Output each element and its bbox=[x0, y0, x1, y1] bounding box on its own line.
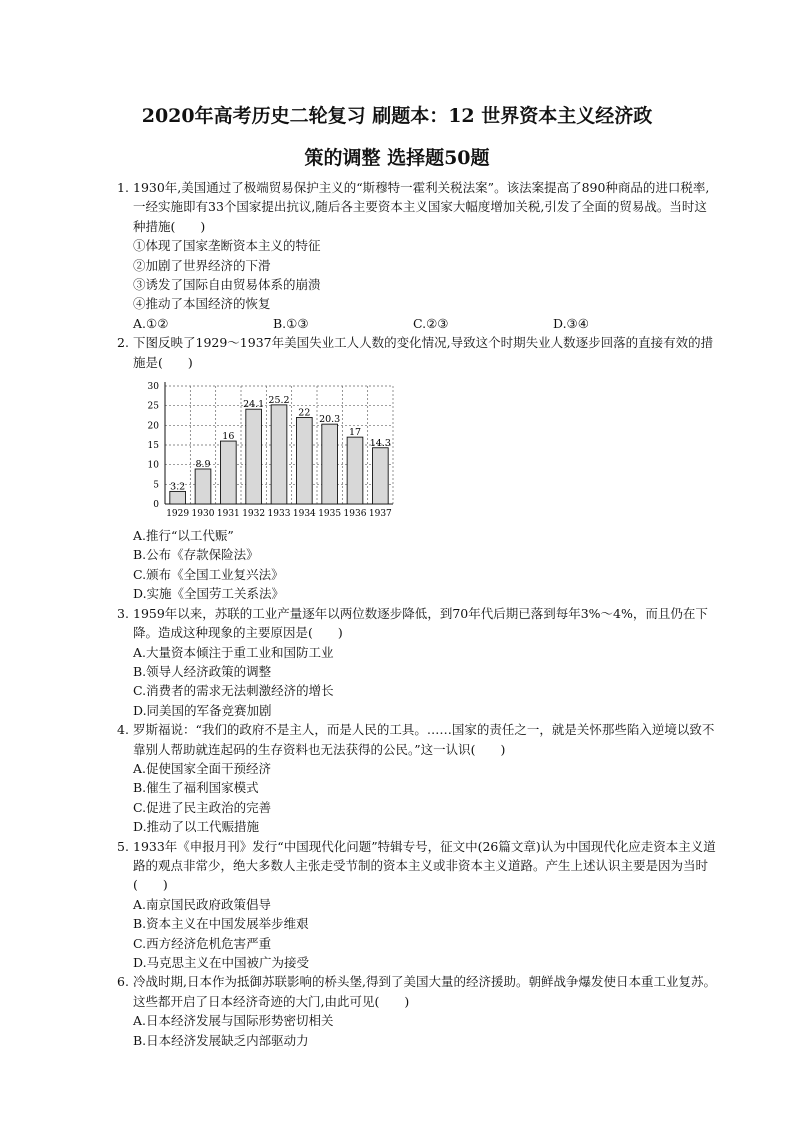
question-stem: 1930年,美国通过了极端贸易保护主义的“斯穆特一霍利关税法案”。该法案提高了890种商品的进口税率,一经实施即有33个国家提出抗议,随后各主要资本主义国家大幅度增加关税,引发了全面的贸易战。当时这种措施( ) bbox=[133, 180, 710, 234]
bar-value-label: 3.2 bbox=[170, 481, 186, 493]
option-b: B.公布《存款保险法》 bbox=[133, 547, 259, 563]
option-d: D.同美国的军备竞赛加剧 bbox=[133, 702, 272, 718]
question-6 bbox=[117, 972, 717, 1050]
question-list bbox=[117, 178, 717, 1050]
question-stem: 1959年以来，苏联的工业产量逐年以两位数逐步降低，到70年代后期已落到每年3%～4%，而且仍在下降。造成这种现象的主要原因是( ) bbox=[133, 605, 708, 641]
option-b: B.资本主义在中国发展举步维艰 bbox=[133, 916, 309, 932]
option-c: C.消费者的需求无法刺激经济的增长 bbox=[133, 683, 334, 699]
question-stem: 冷战时期,日本作为抵御苏联影响的桥头堡,得到了美国大量的经济援助。朝鲜战争爆发使日本重工业复苏。这些都开启了日本经济奇迹的大门,由此可见( ) bbox=[133, 974, 716, 1009]
x-tick-label: 1929 bbox=[166, 509, 190, 520]
option-c: C.促进了民主政治的完善 bbox=[133, 799, 272, 815]
bar bbox=[271, 405, 287, 504]
x-tick-label: 1930 bbox=[191, 509, 215, 520]
bar bbox=[220, 441, 236, 504]
question-5 bbox=[117, 837, 717, 973]
question-stem: 1933年《申报月刊》发行“中国现代化问题”特辑专号，征文中(26篇文章)认为中国现代化应走资本主义道路的观点非常少，绝大多数人主张走受节制的资本主义或非资本主义道路。产生上述认识主要是因为当时( ) bbox=[133, 838, 716, 893]
y-tick-label: 20 bbox=[147, 421, 159, 432]
option-a: A.大量资本倾注于重工业和国防工业 bbox=[133, 644, 334, 660]
option-b: B.日本经济发展缺乏内部驱动力 bbox=[133, 1032, 309, 1048]
y-tick-label: 5 bbox=[153, 480, 159, 491]
statement-item: ④推动了本国经济的恢复 bbox=[133, 296, 271, 312]
option-a: A.促使国家全面干预经济 bbox=[133, 760, 272, 776]
option-c: C.②③ bbox=[413, 315, 449, 331]
option-b: B.催生了福利国家模式 bbox=[133, 780, 259, 796]
bar-value-label: 22 bbox=[298, 407, 311, 419]
bar-value-label: 14.3 bbox=[369, 437, 391, 449]
bar bbox=[195, 469, 211, 504]
question-number: 2. bbox=[117, 335, 129, 351]
bar bbox=[322, 424, 338, 504]
question-1 bbox=[117, 178, 717, 333]
bar bbox=[372, 448, 388, 504]
x-tick-label: 1937 bbox=[368, 509, 392, 520]
y-tick-label: 30 bbox=[147, 382, 159, 393]
x-tick-label: 1932 bbox=[242, 509, 266, 520]
x-tick-label: 1936 bbox=[343, 509, 367, 520]
question-number: 1. bbox=[117, 180, 129, 195]
y-tick-label: 25 bbox=[147, 401, 159, 412]
option-b: B.①③ bbox=[273, 315, 309, 331]
y-tick-label: 10 bbox=[147, 460, 159, 471]
bar bbox=[170, 491, 186, 504]
statement-item: ③诱发了国际自由贸易体系的崩溃 bbox=[133, 277, 321, 293]
statement-item: ②加剧了世界经济的下滑 bbox=[133, 257, 271, 273]
question-number: 4. bbox=[117, 722, 129, 738]
x-tick-label: 1935 bbox=[318, 509, 342, 520]
option-a: A.①② bbox=[133, 315, 169, 331]
question-number: 5. bbox=[117, 838, 129, 854]
bar-value-label: 24.1 bbox=[243, 399, 265, 411]
x-tick-label: 1931 bbox=[216, 509, 240, 520]
y-tick-label: 15 bbox=[147, 441, 159, 452]
option-c: C.颁布《全国工业复兴法》 bbox=[133, 566, 284, 582]
question-stem: 下图反映了1929～1937年美国失业工人人数的变化情况,导致这个时期失业人数逐步回落的直接有效的措施是( ) bbox=[133, 335, 714, 370]
unemployment-bar-chart bbox=[133, 376, 403, 524]
options-row bbox=[133, 314, 717, 333]
question-3 bbox=[117, 604, 717, 720]
question-4 bbox=[117, 720, 717, 836]
x-tick-label: 1933 bbox=[267, 509, 291, 520]
doc-title-line1: 2020年高考历史二轮复习 刷题本：12 世界资本主义经济政 bbox=[141, 105, 653, 127]
question-stem: 罗斯福说：“我们的政府不是主人，而是人民的工具。……国家的责任之一，就是关怀那些陷入逆境以致不靠别人帮助就连起码的生存资料也无法获得的公民。”这一认识( ) bbox=[133, 722, 715, 757]
doc-title-line2: 策的调整 选择题50题 bbox=[304, 147, 490, 169]
bar bbox=[347, 437, 363, 504]
bar-value-label: 16 bbox=[222, 431, 235, 443]
bar-value-label: 17 bbox=[348, 427, 362, 439]
option-a: A.日本经济发展与国际形势密切相关 bbox=[133, 1013, 334, 1029]
option-c: C.西方经济危机危害严重 bbox=[133, 935, 272, 951]
question-number: 6. bbox=[117, 974, 129, 990]
option-a: A.推行“以工代赈” bbox=[133, 528, 234, 544]
x-tick-label: 1934 bbox=[292, 509, 316, 520]
question-2 bbox=[117, 333, 717, 603]
option-a: A.南京国民政府政策倡导 bbox=[133, 896, 272, 912]
bar bbox=[246, 409, 262, 504]
option-d: D.推动了以工代赈措施 bbox=[133, 819, 260, 835]
option-d: D.实施《全国劳工关系法》 bbox=[133, 586, 285, 602]
option-d: D.③④ bbox=[553, 315, 589, 331]
bar-value-label: 20.3 bbox=[319, 414, 341, 426]
option-b: B.领导人经济政策的调整 bbox=[133, 663, 272, 679]
question-number: 3. bbox=[117, 605, 129, 621]
option-d: D.马克思主义在中国被广为接受 bbox=[133, 955, 310, 970]
bar-value-label: 25.2 bbox=[268, 394, 290, 406]
statement-item: ①体现了国家垄断资本主义的特征 bbox=[133, 238, 321, 254]
bar bbox=[296, 418, 312, 505]
y-tick-label: 0 bbox=[153, 500, 159, 511]
bar-value-label: 8.9 bbox=[195, 459, 211, 471]
